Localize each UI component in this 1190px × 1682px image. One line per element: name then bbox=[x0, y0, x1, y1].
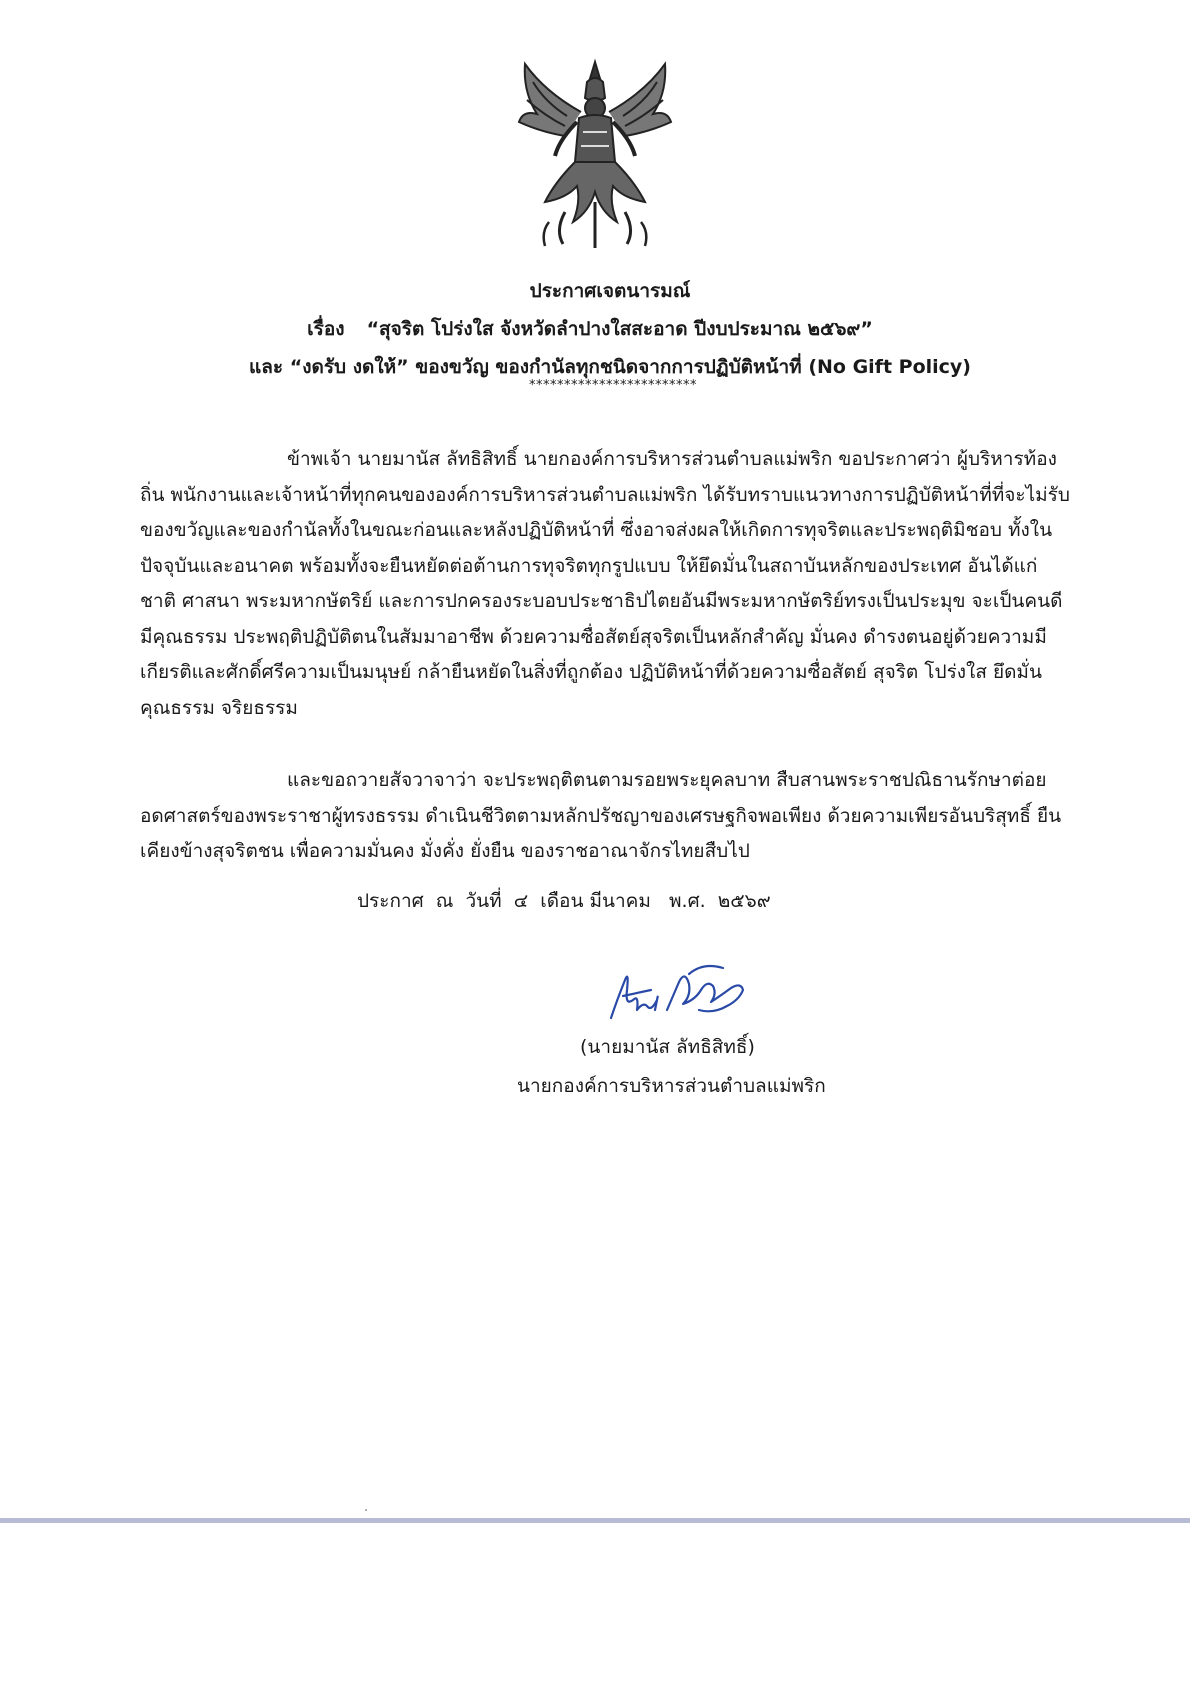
scan-speck bbox=[365, 1509, 367, 1511]
signature bbox=[603, 960, 763, 1030]
body-text bbox=[140, 442, 1070, 870]
subject-label: เรื่อง bbox=[307, 318, 345, 340]
footer-rule bbox=[0, 1518, 1190, 1523]
paragraph-2: และขอถวายสัจวาจาว่า จะประพฤติตนตามรอยพระยุคลบาท สืบสานพระราชปณิธานรักษาต่อยอดศาสตร์ของพระราชาผู้ทรงธรรม ดำเนินชีวิตตามหลักปรัชญาของเศรษฐกิจพอเพียง ด้วยความเพียรอันบริสุทธิ์ ยืนเคียงข้างสุจริตชน เพื่อความมั่นคง มั่งคั่ง ยั่งยืน ของราชอาณาจักรไทยสืบไป bbox=[140, 769, 1062, 862]
date-line: ประกาศ ณ วันที่ ๔ เดือน มีนาคม พ.ศ. ๒๕๖๙ bbox=[357, 890, 771, 912]
garuda-emblem bbox=[515, 52, 675, 252]
asterisk-divider: ************************ bbox=[529, 378, 697, 393]
paragraph-1: ข้าพเจ้า นายมานัส ลัทธิสิทธิ์ นายกองค์การบริหารส่วนตำบลแม่พริก ขอประกาศว่า ผู้บริหารท้องถิ่น พนักงานและเจ้าหน้าที่ทุกคนขององค์การบริหารส่วนตำบลแม่พริก ได้รับทราบแนวทางการปฏิบัติหน้าที่ที่จะไม่รับของขวัญและของกำนัลทั้งในขณะก่อนและหลังปฏิบัติหน้าที่ ซึ่งอาจส่งผลให้เกิดการทุจริตและประพฤติมิชอบ ทั้งในปัจจุบันและอนาคต พร้อมทั้งจะยืนหยัดต่อต้านการทุจริตทุกรูปแบบ ให้ยึดมั่นในสถาบันหลักของประเทศ อันได้แก่ ชาติ ศาสนา พระมหากษัตริย์ และการปกครองระบอบประชาธิปไตยอันมีพระมหากษัตริย์ทรงเป็นประมุข จะเป็นคนดี มีคุณธรรม ประพฤติปฏิบัติตนในสัมมาอาชีพ ด้วยความซื่อสัตย์สุจริตเป็นหลักสำคัญ มั่นคง ดำรงตนอยู่ด้วยความมีเกียรติและศักดิ์ศรีความเป็นมนุษย์ กล้ายืนหยัดในสิ่งที่ถูกต้อง ปฏิบัติหน้าที่ด้วยความซื่อสัตย์ สุจริต โปร่งใส ยึดมั่นคุณธรรม จริยธรรม bbox=[140, 448, 1070, 719]
signatory-position: นายกองค์การบริหารส่วนตำบลแม่พริก bbox=[517, 1075, 826, 1097]
subject-line bbox=[150, 310, 1070, 348]
subject-text: “สุจริต โปร่งใส จังหวัดลำปางใสสะอาด ปีงบประมาณ ๒๕๖๙” bbox=[366, 318, 873, 340]
signatory-name: (นายมานัส ลัทธิสิทธิ์) bbox=[580, 1036, 755, 1058]
subject-line-2: และ “งดรับ งดให้” ของขวัญ ของกำนัลทุกชนิดจากการปฏิบัติหน้าที่ (No Gift Policy) bbox=[249, 356, 971, 378]
document-title: ประกาศเจตนารมณ์ bbox=[529, 280, 691, 302]
title-block bbox=[150, 272, 1070, 386]
